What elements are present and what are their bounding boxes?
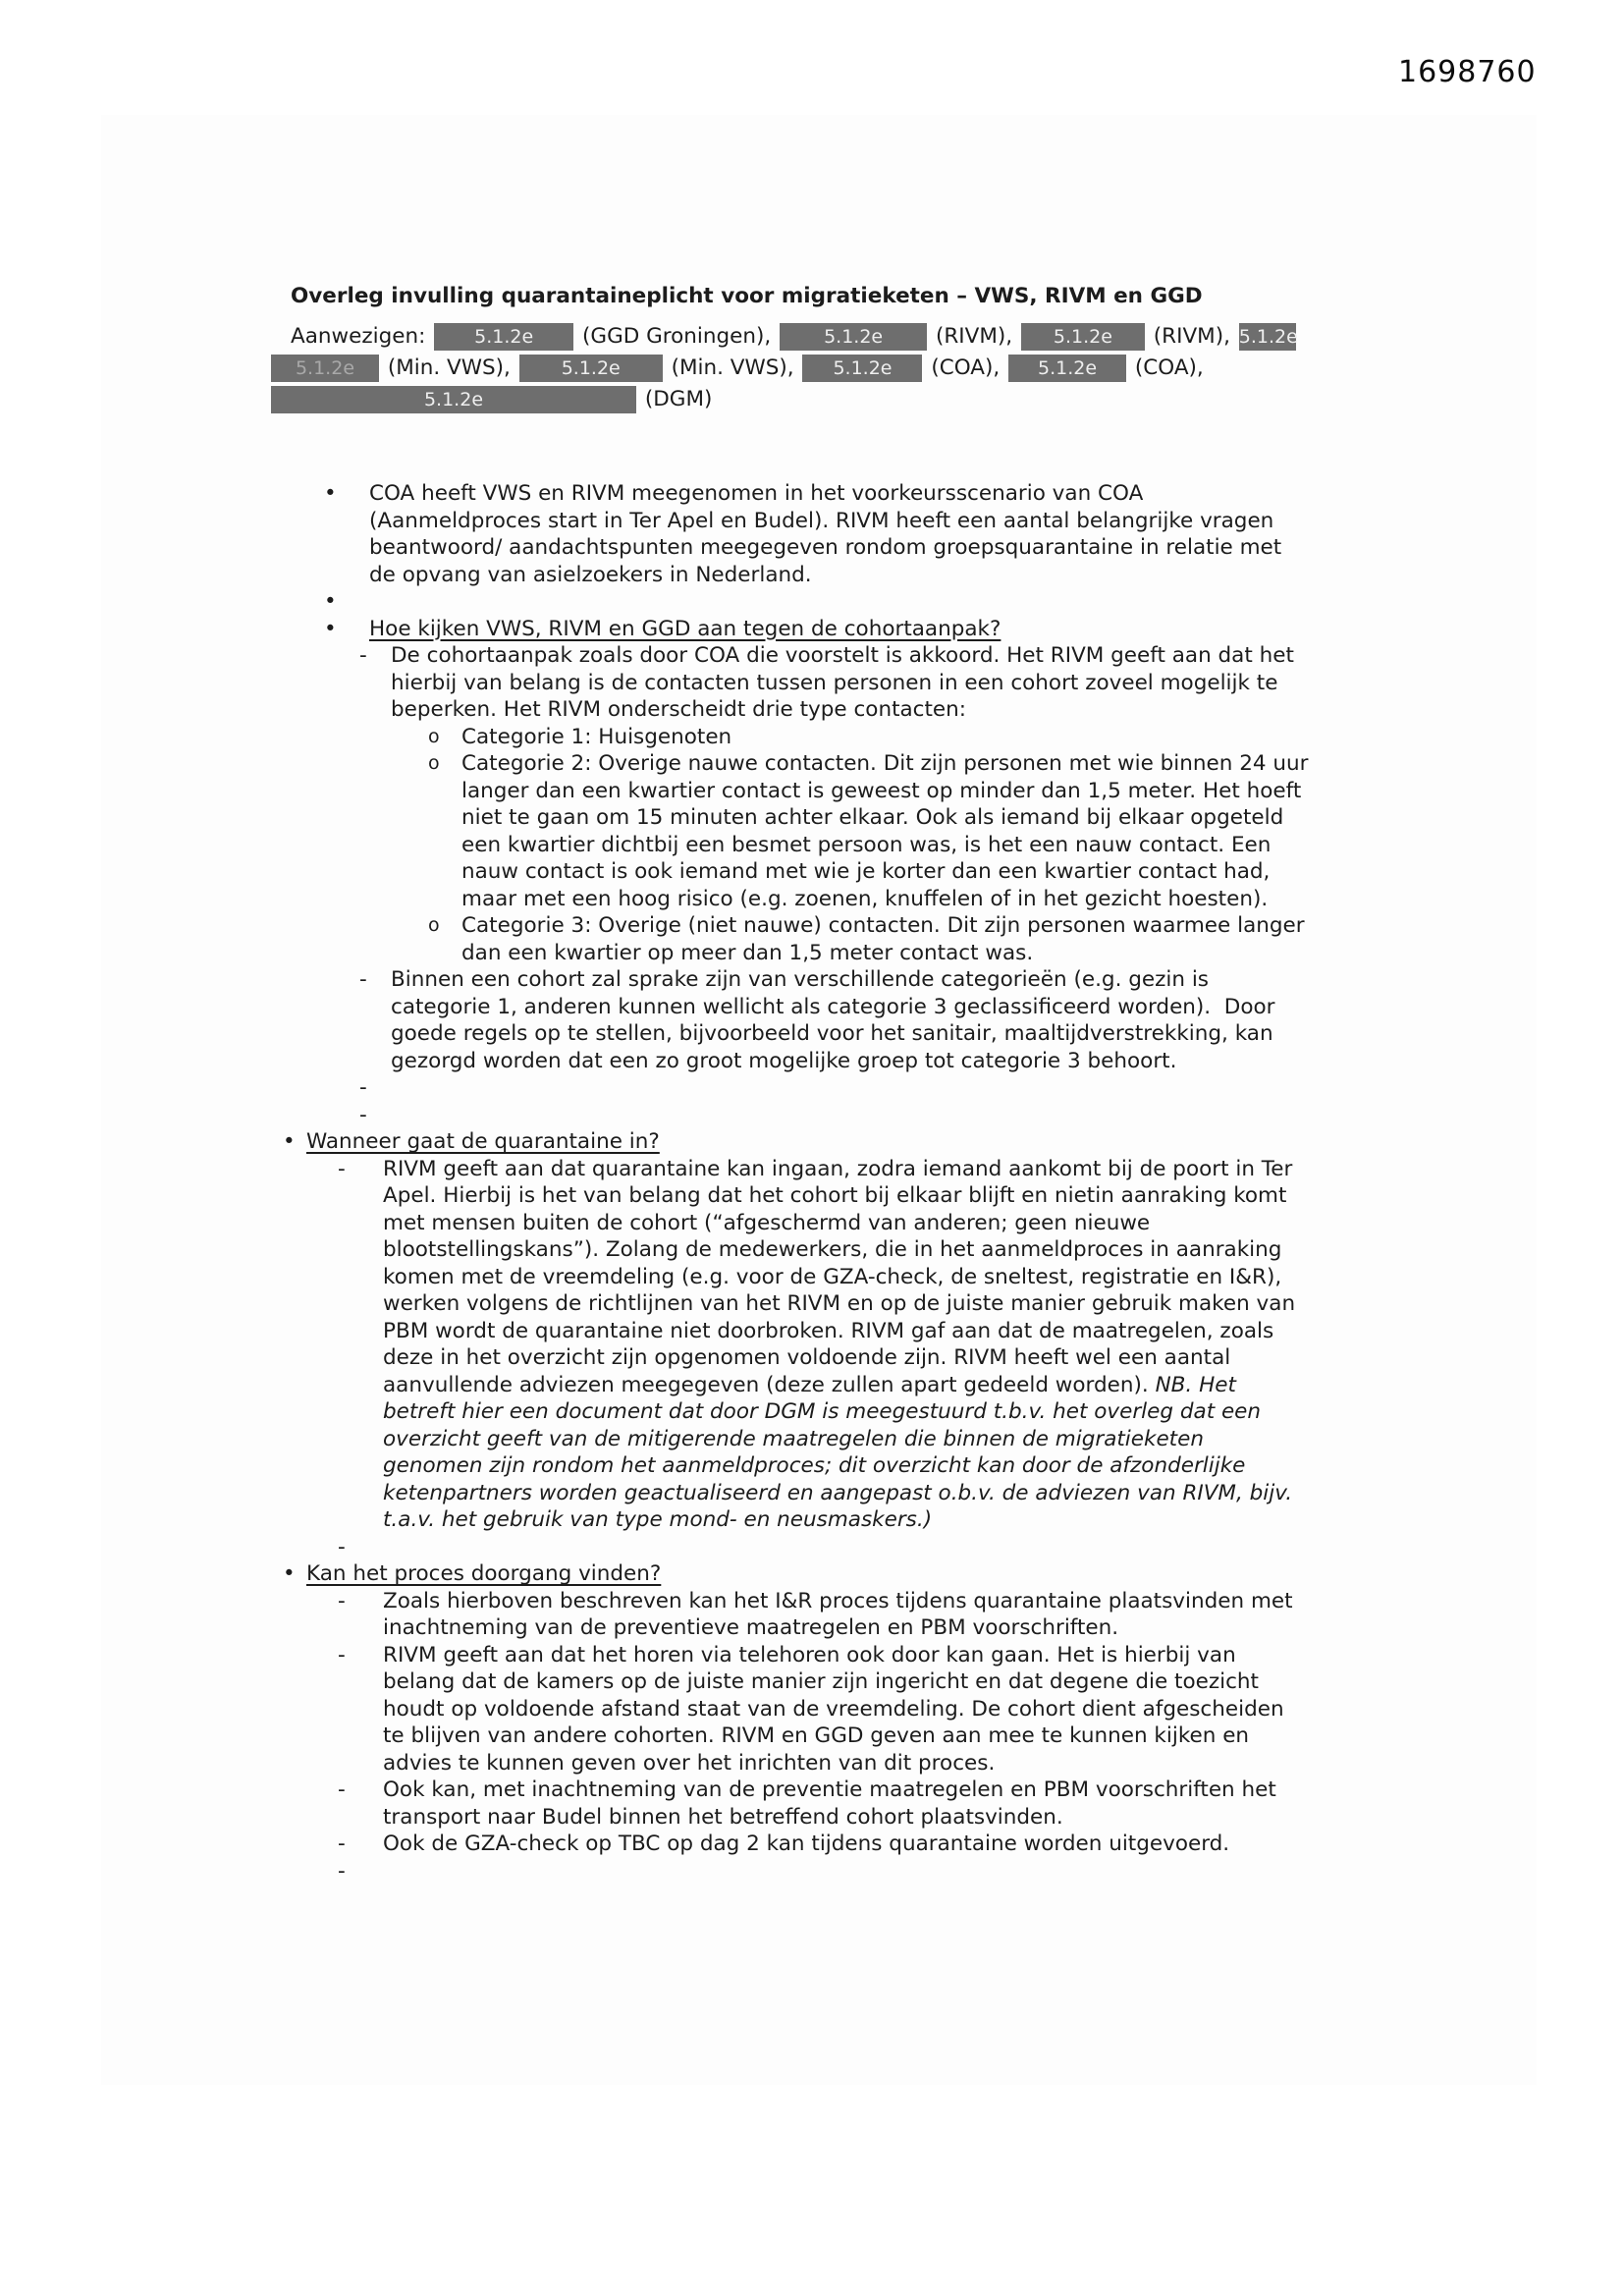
attendees-line-1	[291, 321, 1310, 353]
list-item-empty	[291, 1074, 1310, 1102]
list-item-question-proces	[283, 1560, 1310, 1588]
redaction-box: 5.1.2e	[271, 355, 379, 382]
list-item-text-normal: RIVM geeft aan dat quarantaine kan ingaan, zodra iemand aankomt bij de poort in Ter Apel. Hierbij is het van belang dat het cohort bij elkaar blijft en nietin aanraking komt met mensen buiten de cohort (“afgeschermd van anderen; geen nieuwe blootstellingskans”). Zolang de medewerkers, die in het aanmeldproces in aanraking komen met de vreemdeling (e.g. voor de GZA-check, de sneltest, registratie en I&R), werken volgens de richtlijnen van het RIVM en op de juiste manier gebruik maken van PBM wordt de quarantaine niet doorbroken. RIVM gaf aan dat de maatregelen, zoals deze in het overzicht zijn opgenomen voldoende zijn. RIVM heeft wel een aantal aanvullende adviezen meegegeven (deze zullen apart gedeeld worden).	[383, 1156, 1302, 1397]
list-item-question-quarantaine	[283, 1128, 1310, 1156]
list-item-text: Categorie 3: Overige (niet nauwe) contacten. Dit zijn personen waarmee langer dan een kwartier op meer dan 1,5 meter contact was.	[461, 913, 1312, 965]
redaction-box: 5.1.2e	[1008, 355, 1126, 382]
redaction-box: 5.1.2e	[1239, 323, 1296, 351]
redaction-box: 5.1.2e	[780, 323, 927, 351]
list-item-text: De cohortaanpak zoals door COA die voorstelt is akkoord. Het RIVM geeft aan dat het hierbij van belang is de contacten tussen personen in een cohort zoveel mogelijk te beperken. Het RIVM onderscheidt drie type contacten:	[391, 643, 1301, 722]
list-item	[291, 1831, 1310, 1858]
bullet-marker: •	[324, 616, 337, 641]
redaction-box: 5.1.2e	[802, 355, 922, 382]
list-item-text: RIVM geeft aan dat het horen via telehoren ook door kan gaan. Het is hierbij van belang dat de kamers op de juiste manier zijn ingericht en dat degene die toezicht houdt op voldoende afstand staat van de vreemdeling. De cohort dient afgescheiden te blijven van andere cohorten. RIVM en GGD geven aan mee te kunnen kijken en advies te kunnen geven over het inrichten van dit proces.	[383, 1642, 1291, 1776]
list-item-categorie-3	[291, 912, 1310, 966]
list-item-text: Ook kan, met inachtneming van de preventie maatregelen en PBM voorschriften het transport naar Budel binnen het betreffend cohort plaatsvinden.	[383, 1777, 1283, 1830]
dash-marker: -	[338, 1831, 346, 1856]
dash-marker: -	[359, 1102, 367, 1127]
circle-marker: o	[428, 725, 440, 747]
list-item-question-cohortaanpak	[291, 616, 1310, 643]
list-item	[291, 966, 1310, 1074]
bullet-marker: •	[283, 1129, 296, 1154]
list-item	[291, 1642, 1310, 1777]
attendee-org: (COA),	[931, 355, 1001, 380]
list-item	[291, 1588, 1310, 1642]
list-item-empty	[291, 588, 1310, 616]
section-heading: Hoe kijken VWS, RIVM en GGD aan tegen de cohortaanpak?	[369, 616, 1001, 641]
attendee-org: (COA),	[1134, 355, 1204, 380]
list-item	[291, 1777, 1310, 1831]
list-item-text: Zoals hierboven beschreven kan het I&R proces tijdens quarantaine plaatsvinden met inachtneming van de preventieve maatregelen en PBM voorschriften.	[383, 1588, 1300, 1640]
attendees-label: Aanwezigen:	[291, 324, 426, 349]
attendee-org: (RIVM),	[1153, 324, 1230, 349]
list-item-text: Ook de GZA-check op TBC op dag 2 kan tijdens quarantaine worden uitgevoerd.	[383, 1831, 1230, 1856]
list-item-empty	[291, 1102, 1310, 1129]
dash-marker: -	[359, 643, 367, 668]
circle-marker: o	[428, 914, 440, 936]
list-item-text: Categorie 1: Huisgenoten	[461, 724, 732, 749]
dash-marker: -	[338, 1777, 346, 1802]
attendee-org: (GGD Groningen),	[582, 324, 772, 349]
attendee-org: (DGM)	[644, 387, 713, 411]
bullet-marker: •	[283, 1561, 296, 1586]
dash-marker: -	[338, 1534, 346, 1559]
redaction-box: 5.1.2e	[271, 386, 636, 413]
redaction-box: 5.1.2e	[519, 355, 663, 382]
attendees-block	[291, 321, 1310, 415]
attendees-line-3	[269, 384, 1310, 415]
redaction-box: 5.1.2e	[1021, 323, 1145, 351]
dash-marker: -	[338, 1156, 346, 1181]
document-content	[283, 283, 1316, 1885]
bullet-marker: •	[324, 481, 337, 506]
dash-marker: -	[338, 1642, 346, 1667]
section-heading: Kan het proces doorgang vinden?	[306, 1561, 662, 1586]
list-item-text: Categorie 2: Overige nauwe contacten. Dit zijn personen met wie binnen 24 uur langer dan een kwartier contact is geweest op minder dan 1,5 meter. Het hoeft niet te gaan om 15 minuten achter elkaar. Ook als iemand bij elkaar opgeteld een kwartier dichtbij een besmet persoon was, is het een nauw contact. Een nauw contact is ook iemand met wie je korter dan een kwartier contact had, maar met een hoog risico (e.g. zoenen, knuffelen of in het gezicht hoesten).	[461, 751, 1316, 911]
dash-marker: -	[338, 1858, 346, 1884]
list-item-text-italic: NB. Het betreft hier een document dat door DGM is meegestuurd t.b.v. het overleg dat een overzicht geeft van de mitigerende maatregelen die binnen de migratieketen genomen zijn rondom het aanmeldproces; dit overzicht kan door de afzonderlijke ketenpartners worden geactualiseerd en aangepast o.b.v. de adviezen van RIVM, bijv. t.a.v. het gebruik van type mond- en neusmaskers.)	[383, 1372, 1299, 1532]
page-title: Overleg invulling quarantaineplicht voor migratieketen – VWS, RIVM en GGD	[291, 284, 1203, 308]
attendee-org: (Min. VWS),	[671, 355, 794, 380]
list-item	[291, 642, 1310, 724]
list-item-text	[383, 1157, 1302, 1533]
list-item	[291, 1156, 1310, 1534]
list-item-empty	[291, 1534, 1310, 1561]
attendee-org: (RIVM),	[935, 324, 1013, 349]
list-item-text: COA heeft VWS en RIVM meegenomen in het voorkeursscenario van COA (Aanmeldproces start in Ter Apel en Budel). RIVM heeft een aantal belangrijke vragen beantwoord/ aandachtspunten meegegeven rondom groepsquarantaine in relatie met de opvang van asielzoekers in Nederland.	[369, 481, 1289, 587]
redaction-box: 5.1.2e	[434, 323, 573, 351]
dash-marker: -	[359, 1075, 367, 1100]
circle-marker: o	[428, 752, 440, 774]
list-item-categorie-1	[291, 724, 1310, 751]
list-item-text: Binnen een cohort zal sprake zijn van verschillende categorieën (e.g. gezin is categorie 1, anderen kunnen wellicht als categorie 3 geclassificeerd worden). Door goede regels op te stellen, bijvoorbeeld voor het sanitair, maaltijdverstrekking, kan gezorgd worden dat een zo groot mogelijke groep tot categorie 3 behoort.	[391, 967, 1282, 1073]
doc-number: 1698760	[1398, 55, 1537, 89]
attendee-org: (Min. VWS),	[387, 355, 511, 380]
bullet-list	[283, 480, 1316, 1885]
list-item	[291, 480, 1310, 588]
section-heading: Wanneer gaat de quarantaine in?	[306, 1129, 660, 1154]
dash-marker: -	[359, 967, 367, 992]
dash-marker: -	[338, 1588, 346, 1613]
bullet-marker: •	[324, 589, 337, 614]
list-item-empty	[291, 1858, 1310, 1886]
attendees-line-2	[269, 353, 1310, 384]
list-item-categorie-2	[291, 750, 1316, 912]
